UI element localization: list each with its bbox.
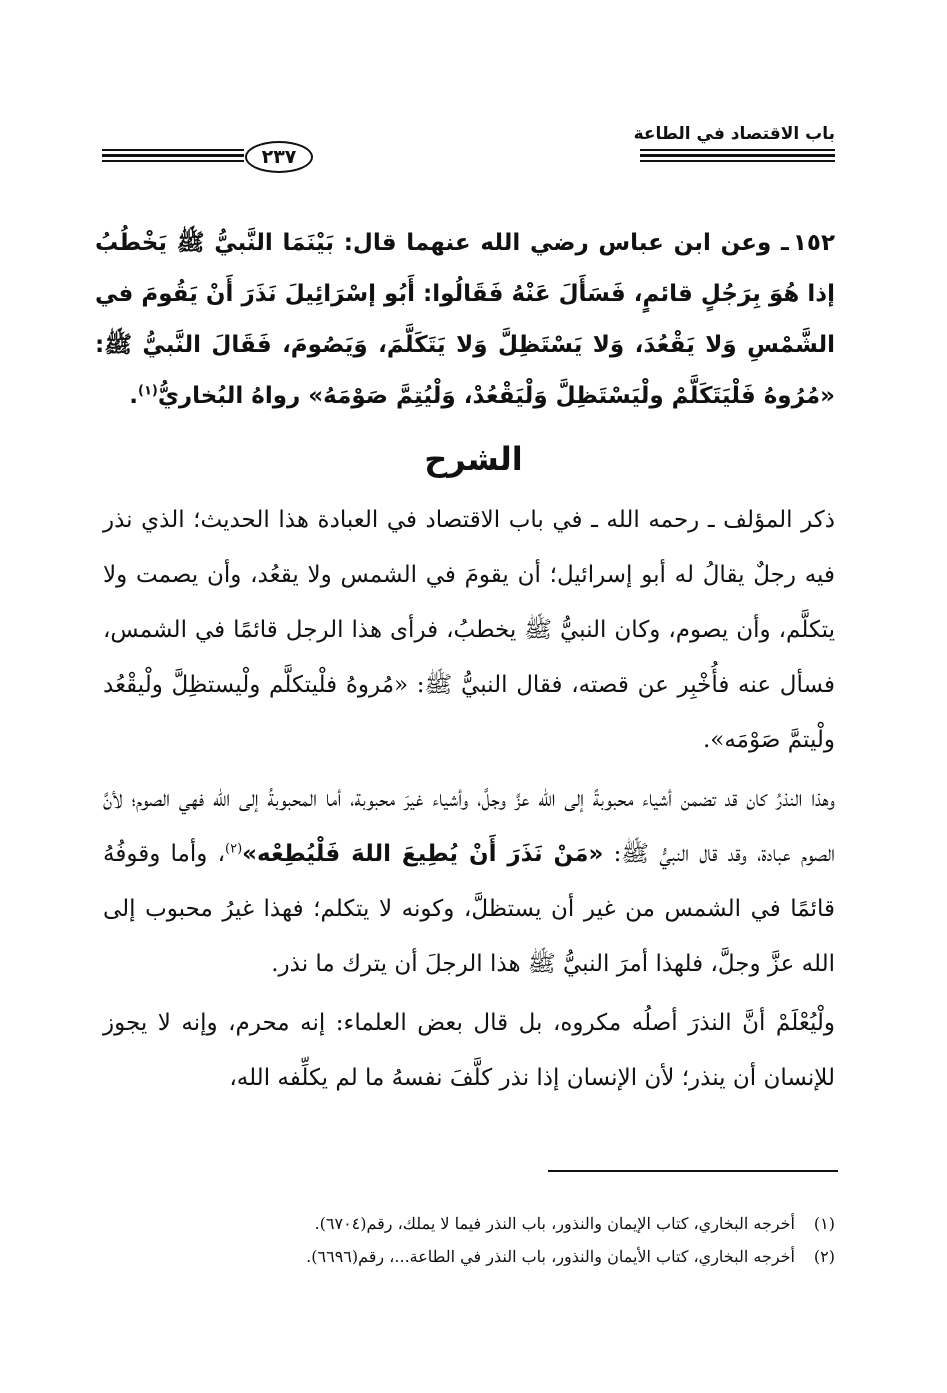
footnote-2-mark: (٢) — [813, 1247, 835, 1266]
footnote-2 — [100, 1240, 835, 1273]
hadith-quote: «مَنْ نَذَرَ أَنْ يُطِيعَ اللهَ فَلْيُطِعْه» — [242, 841, 604, 867]
footnote-1 — [100, 1207, 835, 1240]
footnote-1-text: أخرجه البخاري، كتاب الإيمان والنذور، باب النذر فيما لا يملك، رقم(٦٧٠٤). — [314, 1214, 795, 1233]
page-number: ٢٣٧ — [245, 141, 313, 173]
commentary — [103, 493, 835, 1106]
footnote-ref-1: (١) — [137, 383, 158, 399]
commentary-paragraph-3: ولْيُعْلَمْ أنَّ النذرَ أصلُه مكروه، بل قال بعض العلماء: إنه محرم، وإنه لا يجوز للإنسان أن ينذر؛ لأن الإنسان إذا نذر كلَّفَ نفسهُ ما لم يكلِّفه الله، — [103, 1010, 835, 1091]
hadith-number: ١٥٢ — [792, 230, 835, 256]
footnote-divider — [548, 1170, 838, 1172]
footnote-2-text: أخرجه البخاري، كتاب الأيمان والنذور، باب النذر في الطاعة...، رقم(٦٦٩٦). — [306, 1247, 795, 1266]
hadith-body: ـ وعن ابن عباس رضي الله عنهما قال: بَيْنَمَا النَّبيُّ ﷺ يَخْطُبُ إذا هُوَ بِرَجُلٍ قائمٍ، فَسَأَلَ عَنْهُ فَقَالُوا: أَبُو إسْرَائِيلَ نَذَرَ أَنْ يَقُومَ في الشَّمْسِ وَلا يَقْعُدَ، وَلا يَسْتَظِلَّ وَلا يَتَكَلَّمَ، وَيَصُومَ، فَقَالَ النَّبيُّ ﷺ: «مُرُوهُ فَلْيَتَكَلَّمْ ولْيَسْتَظِلَّ وَلْيَقْعُدْ، وَلْيُتِمَّ صَوْمَهُ» رواهُ البُخاريُّ — [95, 230, 835, 409]
hadith-text — [95, 218, 835, 422]
section-title: الشرح — [424, 440, 523, 478]
footnote-ref-2: (٢) — [225, 841, 243, 857]
paragraph-2-text-a: وهذا النذرُ كان قد تضمن أشياء محبوبةً إلى الله عزَّ وجلَّ، وأشياء غيرَ محبوبة، أما المحبوبةُ إلى الله فهي الصوم؛ لأنَّ الصوم عبادة، وقد قال النبيُّ ﷺ: — [103, 786, 835, 867]
header-rule-left — [102, 144, 244, 166]
header-rule-right — [640, 144, 835, 166]
paragraph-2-text-b: ، وأما وقوفُهُ قائمًا في الشمس من غير أن يستظلَّ، وكونه لا يتكلم؛ فهذا غيرُ محبوب إلى الله عزَّ وجلَّ، فلهذا أمرَ النبيُّ ﷺ هذا الرجلَ أن يترك ما نذر. — [103, 841, 835, 977]
hadith-end: . — [129, 383, 138, 409]
footnotes — [100, 1207, 835, 1273]
commentary-paragraph-2 — [103, 772, 835, 992]
running-title: باب الاقتصاد في الطاعة — [633, 124, 835, 144]
commentary-paragraph-1: ذكر المؤلف ـ رحمه الله ـ في باب الاقتصاد في العبادة هذا الحديث؛ الذي نذر فيه رجلٌ يقالُ له أبو إسرائيل؛ أن يقومَ في الشمس ولا يقعُد، وأن يصمت ولا يتكلَّم، وأن يصوم، وكان النبيُّ ﷺ يخطبُ، فرأى هذا الرجل قائمًا في الشمس، فسأل عنه فأُخْبِر عن قصته، فقال النبيُّ ﷺ: «مُروهُ فلْيتكلَّم ولْيستظِلَّ ولْيقْعُد ولْيتمَّ صَوْمَه». — [103, 507, 835, 753]
footnote-1-mark: (١) — [813, 1214, 835, 1233]
